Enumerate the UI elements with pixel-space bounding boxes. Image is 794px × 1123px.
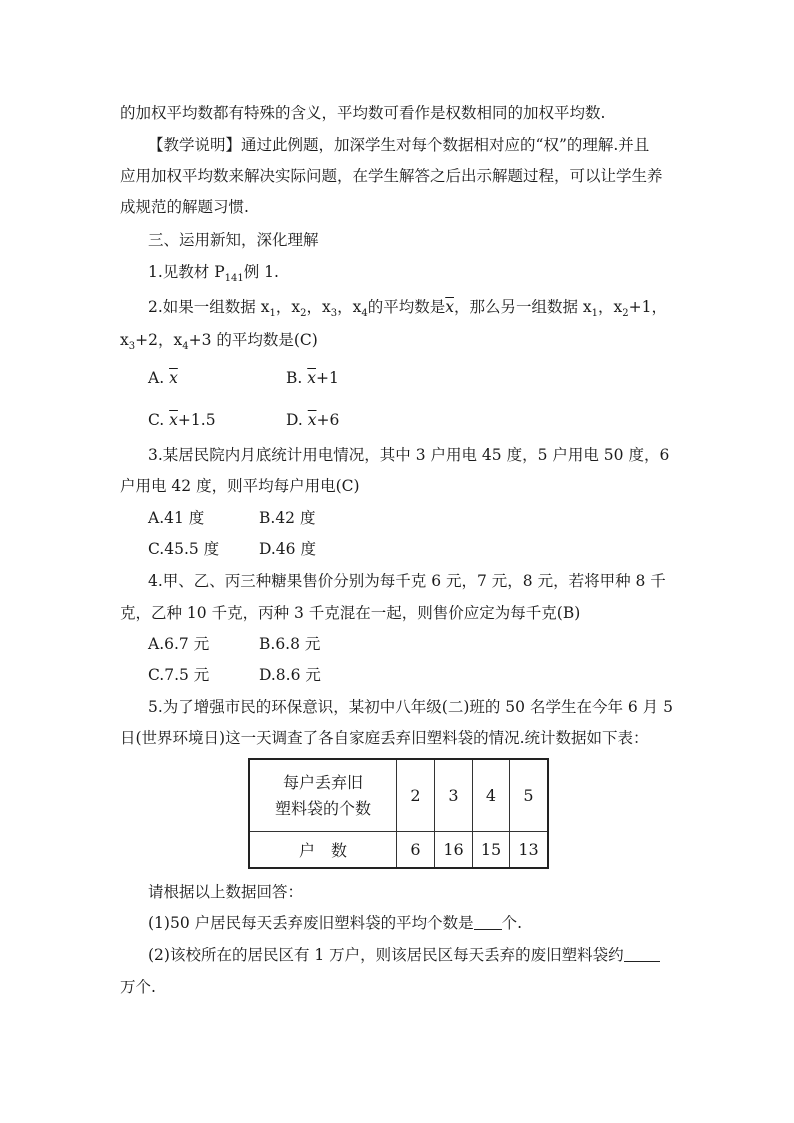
table-cell: 3 [435,759,473,832]
q3-option-a: A.41 度 [148,509,205,527]
answer-blank [474,913,502,930]
table-header-cell: 户 数 [249,832,397,869]
table-cell: 2 [397,759,435,832]
q3-option-c: C.45.5 度 [148,540,220,558]
q5-prompt: 请根据以上数据回答： [148,883,304,901]
table-row [249,832,548,869]
question-4-line-2: 克，乙种 10 千克，丙种 3 千克混在一起，则售价应定为每千克(B) [120,604,581,622]
question-3-line-2: 户用电 42 度，则平均每户用电(C) [120,477,360,495]
q5-sub-question-1: (1)50 户居民每天丢弃废旧塑料袋的平均个数是 个. [148,914,523,932]
q2-option-b: B. $\overline{x}+1$ [286,369,339,387]
q2-option-d: D. $\overline{x}+6$ [286,411,340,429]
paragraph-continuation: 的加权平均数都有特殊的含义，平均数可看作是权数相同的加权平均数. [120,104,606,122]
answer-blank [624,945,660,962]
table-cell: 16 [435,832,473,869]
question-3-line-1: 3.某居民院内月底统计用电情况，其中 3 户用电 45 度，5 户用电 50 度，6 [148,446,670,464]
question-2-line-1: 2.如果一组数据 $x_1$，$x_2$，$x_3$，$x_4$的平均数是$\overline{x}$，那么另一组数据 $x_1$，$x_2+1$， [148,298,668,319]
teaching-note-line-3: 成规范的解题习惯. [120,198,249,216]
question-5-line-1: 5.为了增强市民的环保意识，某初中八年级(二)班的 50 名学生在今年 6 月 5 [148,698,673,716]
table-header-cell: 每户丢弃旧 塑料袋的个数 [249,759,397,832]
table-cell: 4 [473,759,510,832]
question-5-line-2: 日(世界环境日)这一天调查了各自家庭丢弃旧塑料袋的情况.统计数据如下表： [120,729,649,747]
q5-sub-question-2-cont: 万个. [120,978,156,996]
section-heading: 三、运用新知，深化理解 [148,231,319,249]
q2-option-a: A. $\overline{x}$ [148,369,178,387]
teaching-note-line-1: 【教学说明】通过此例题，加深学生对每个数据相对应的“权”的理解.并且 [148,136,650,154]
q4-option-a: A.6.7 元 [148,635,210,653]
q3-option-b: B.42 度 [259,509,316,527]
teaching-note-label: 【教学说明】 [148,136,242,154]
table-row [249,759,548,832]
table-cell: 13 [510,832,549,869]
q2-option-c: C. $\overline{x}+1.5$ [148,411,216,429]
question-1: 1.见教材 $P_{141}$例 1. [148,263,279,284]
q4-option-d: D.8.6 元 [259,666,321,684]
table-cell: 15 [473,832,510,869]
q5-sub-question-2: (2)该校所在的居民区有 1 万户，则该居民区每天丢弃的废旧塑料袋约 [148,945,660,965]
question-4-line-1: 4.甲、乙、丙三种糖果售价分别为每千克 6 元，7 元，8 元，若将甲种 8 千 [148,572,666,590]
question-2-line-2: $x_3+2$，$x_4+3$ 的平均数是(C) [120,331,318,352]
q4-option-c: C.7.5 元 [148,666,210,684]
q4-option-b: B.6.8 元 [259,635,321,653]
table-cell: 6 [397,832,435,869]
teaching-note-line-2: 应用加权平均数来解决实际问题，在学生解答之后出示解题过程，可以让学生养 [120,167,663,185]
data-table [248,758,549,869]
q3-option-d: D.46 度 [259,540,316,558]
x-bar-symbol: $\overline{x}$ [445,298,454,316]
plastic-bag-table [248,758,549,869]
table-cell: 5 [510,759,549,832]
